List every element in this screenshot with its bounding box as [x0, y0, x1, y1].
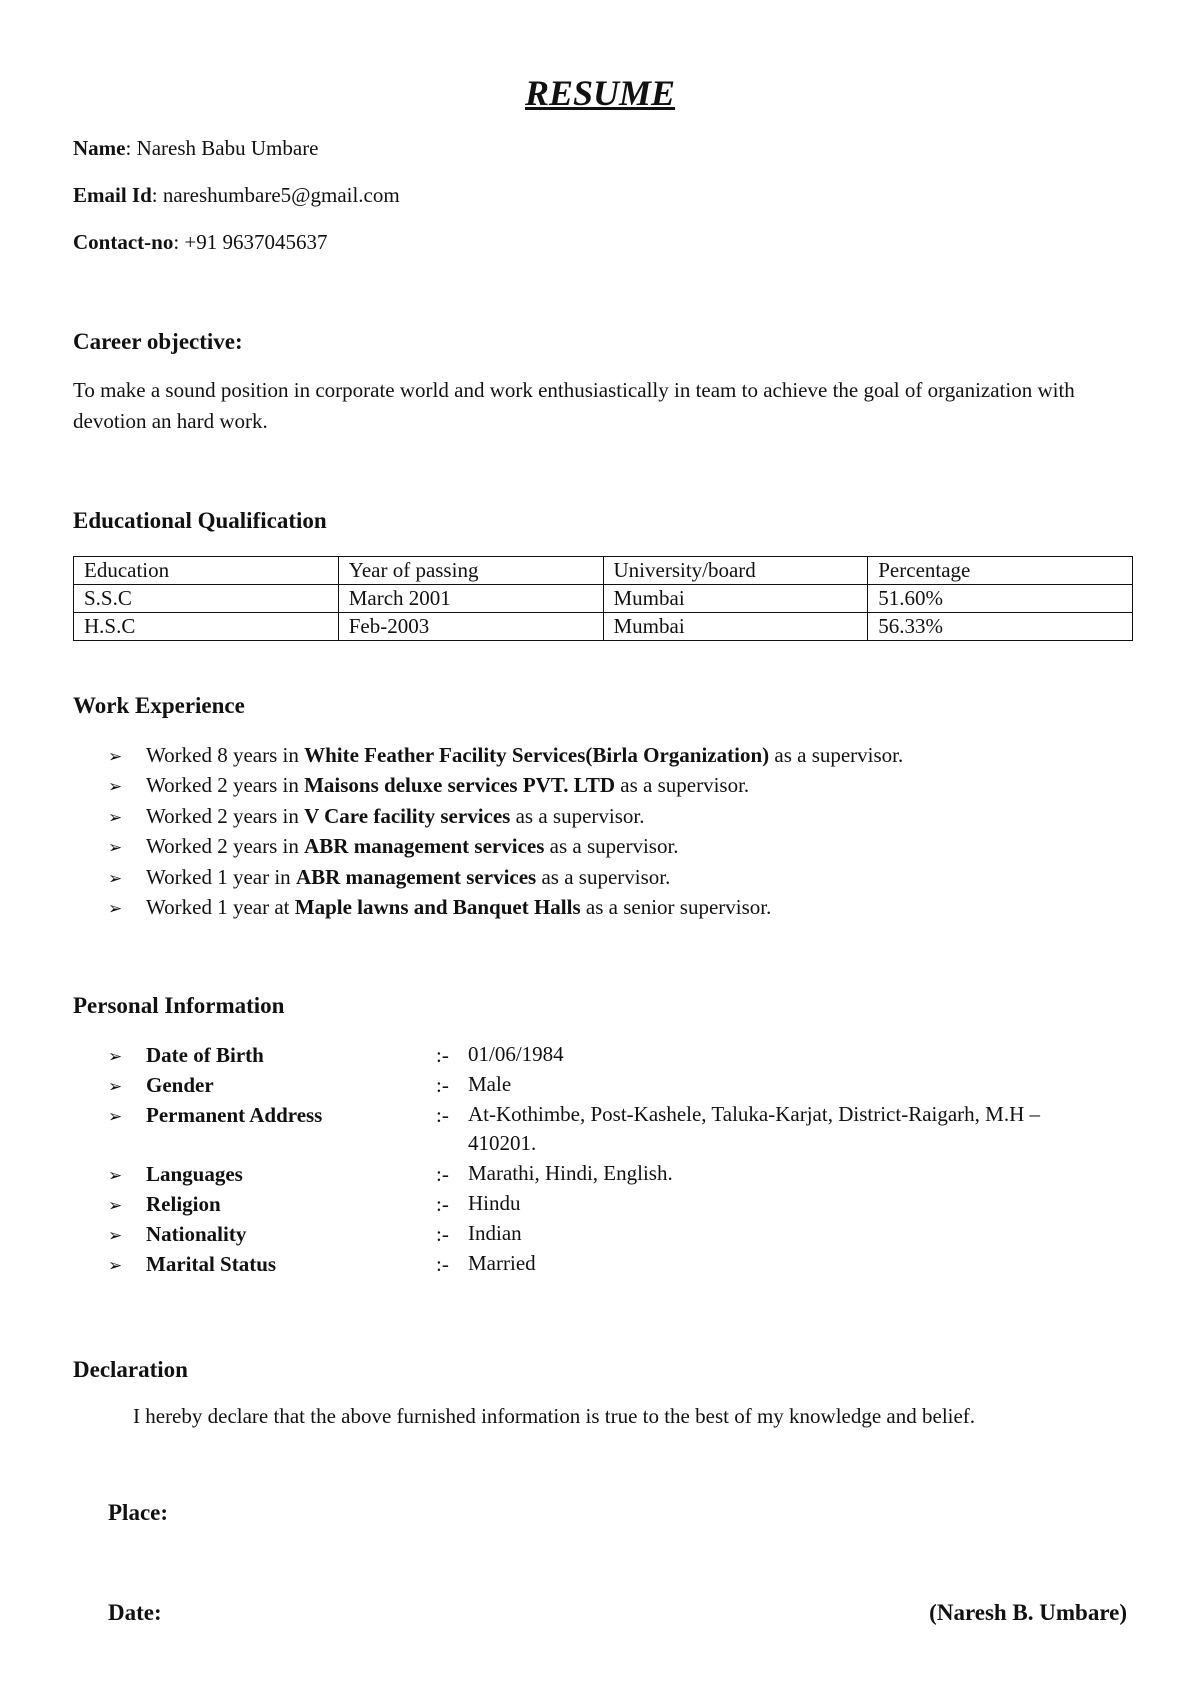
- list-item: [108, 892, 903, 922]
- name-label: Name: [73, 136, 126, 160]
- table-row: [74, 585, 1133, 613]
- info-label: Nationality: [146, 1222, 247, 1246]
- info-value: 01/06/1984: [468, 1042, 564, 1066]
- info-value: Male: [468, 1072, 512, 1096]
- place-label: Place:: [108, 1500, 169, 1525]
- education-heading: Educational Qualification: [73, 508, 327, 533]
- info-separator: :-: [436, 1222, 449, 1246]
- list-item: [108, 1070, 1088, 1100]
- list-item: [108, 1040, 1088, 1070]
- work-text: Worked 1 year at: [146, 894, 295, 919]
- info-separator: :-: [436, 1073, 449, 1097]
- info-value: Marathi, Hindi, English.: [468, 1161, 673, 1185]
- list-item: [108, 1249, 1088, 1279]
- info-label: Permanent Address: [146, 1103, 323, 1127]
- arrow-bullet-icon: ➢: [108, 807, 123, 828]
- work-experience-heading: Work Experience: [73, 693, 245, 718]
- work-experience-list: [108, 740, 903, 922]
- name-value: : Naresh Babu Umbare: [125, 136, 319, 160]
- list-item: [108, 1159, 1088, 1189]
- info-label: Languages: [146, 1162, 243, 1186]
- personal-information-heading: Personal Information: [73, 993, 285, 1018]
- arrow-bullet-icon: ➢: [108, 1166, 123, 1186]
- table-cell: Mumbai: [603, 585, 868, 613]
- list-item: [108, 801, 903, 831]
- email-value: : nareshumbare5@gmail.com: [151, 183, 400, 207]
- page-title: RESUME: [524, 73, 676, 113]
- info-value: Married: [468, 1251, 536, 1275]
- contact-label: Contact-no: [73, 230, 174, 254]
- column-header: Education: [74, 557, 339, 585]
- contact-value: : +91 9637045637: [173, 230, 328, 254]
- contact-line: [73, 230, 328, 255]
- list-item: [108, 831, 903, 861]
- list-item: [108, 770, 903, 800]
- column-header: Percentage: [868, 557, 1133, 585]
- work-text: Worked 1 year in: [146, 864, 296, 889]
- career-objective-heading: Career objective:: [73, 329, 243, 354]
- declaration-heading: Declaration: [73, 1357, 188, 1382]
- info-value: At-Kothimbe, Post-Kashele, Taluka-Karjat, District-Raigarh, M.H – 410201.: [468, 1102, 1041, 1155]
- work-organization: Maple lawns and Banquet Halls: [294, 894, 581, 919]
- work-role: as a supervisor.: [615, 773, 750, 798]
- table-header-row: [74, 557, 1133, 585]
- list-item: [108, 862, 903, 892]
- column-header: Year of passing: [338, 557, 603, 585]
- info-label: Date of Birth: [146, 1043, 264, 1067]
- table-cell: 51.60%: [868, 585, 1133, 613]
- work-organization: White Feather Facility Services(Birla Organization): [304, 743, 770, 767]
- personal-information-list: [108, 1040, 1088, 1279]
- work-text: Worked 2 years in: [146, 773, 305, 798]
- signature-name: (Naresh B. Umbare): [929, 1600, 1127, 1625]
- info-label: Gender: [146, 1073, 214, 1097]
- work-role: as a supervisor.: [544, 834, 679, 859]
- list-item: [108, 1219, 1088, 1249]
- info-value: Indian: [468, 1221, 522, 1245]
- info-separator: :-: [436, 1103, 449, 1127]
- arrow-bullet-icon: ➢: [108, 868, 123, 889]
- email-line: [73, 183, 400, 208]
- work-role: as a supervisor.: [510, 803, 645, 828]
- table-cell: Feb-2003: [338, 613, 603, 641]
- info-separator: :-: [436, 1162, 449, 1186]
- work-organization: ABR management services: [295, 864, 537, 889]
- info-label: Marital Status: [146, 1252, 277, 1276]
- column-header: University/board: [603, 557, 868, 585]
- info-value: Hindu: [468, 1191, 521, 1215]
- declaration-text: I hereby declare that the above furnished information is true to the best of my knowledge and belief.: [133, 1404, 976, 1428]
- info-separator: :-: [436, 1252, 449, 1276]
- work-text: Worked 2 years in: [146, 803, 305, 828]
- arrow-bullet-icon: ➢: [108, 898, 123, 919]
- info-separator: :-: [436, 1043, 449, 1067]
- table-cell: S.S.C: [74, 585, 339, 613]
- info-separator: :-: [436, 1192, 449, 1216]
- work-text: Worked 8 years in: [146, 743, 305, 767]
- arrow-bullet-icon: ➢: [108, 1047, 123, 1067]
- arrow-bullet-icon: ➢: [108, 1226, 123, 1246]
- arrow-bullet-icon: ➢: [108, 838, 123, 859]
- table-cell: Mumbai: [603, 613, 868, 641]
- list-item: [108, 740, 903, 770]
- work-text: Worked 2 years in: [146, 834, 305, 859]
- education-table: [73, 556, 1133, 641]
- arrow-bullet-icon: ➢: [108, 1256, 123, 1276]
- arrow-bullet-icon: ➢: [108, 1077, 123, 1097]
- work-organization: ABR management services: [304, 834, 545, 859]
- career-objective-text: To make a sound position in corporate world and work enthusiastically in team to achieve the goal of organization with devotion an hard work.: [73, 378, 1075, 433]
- table-cell: 56.33%: [868, 613, 1133, 641]
- work-organization: V Care facility services: [304, 803, 511, 828]
- name-line: [73, 136, 319, 161]
- table-row: [74, 613, 1133, 641]
- email-label: Email Id: [73, 183, 152, 207]
- list-item: [108, 1100, 1088, 1159]
- date-label: Date:: [108, 1600, 162, 1625]
- arrow-bullet-icon: ➢: [108, 747, 123, 767]
- work-role: as a supervisor.: [536, 864, 671, 889]
- table-cell: March 2001: [338, 585, 603, 613]
- arrow-bullet-icon: ➢: [108, 777, 123, 798]
- arrow-bullet-icon: ➢: [108, 1196, 123, 1216]
- work-role: as a supervisor.: [769, 743, 904, 767]
- list-item: [108, 1189, 1088, 1219]
- arrow-bullet-icon: ➢: [108, 1107, 123, 1127]
- info-label: Religion: [146, 1192, 221, 1216]
- table-cell: H.S.C: [74, 613, 339, 641]
- work-organization: Maisons deluxe services PVT. LTD: [304, 773, 616, 798]
- work-role: as a senior supervisor.: [580, 894, 772, 919]
